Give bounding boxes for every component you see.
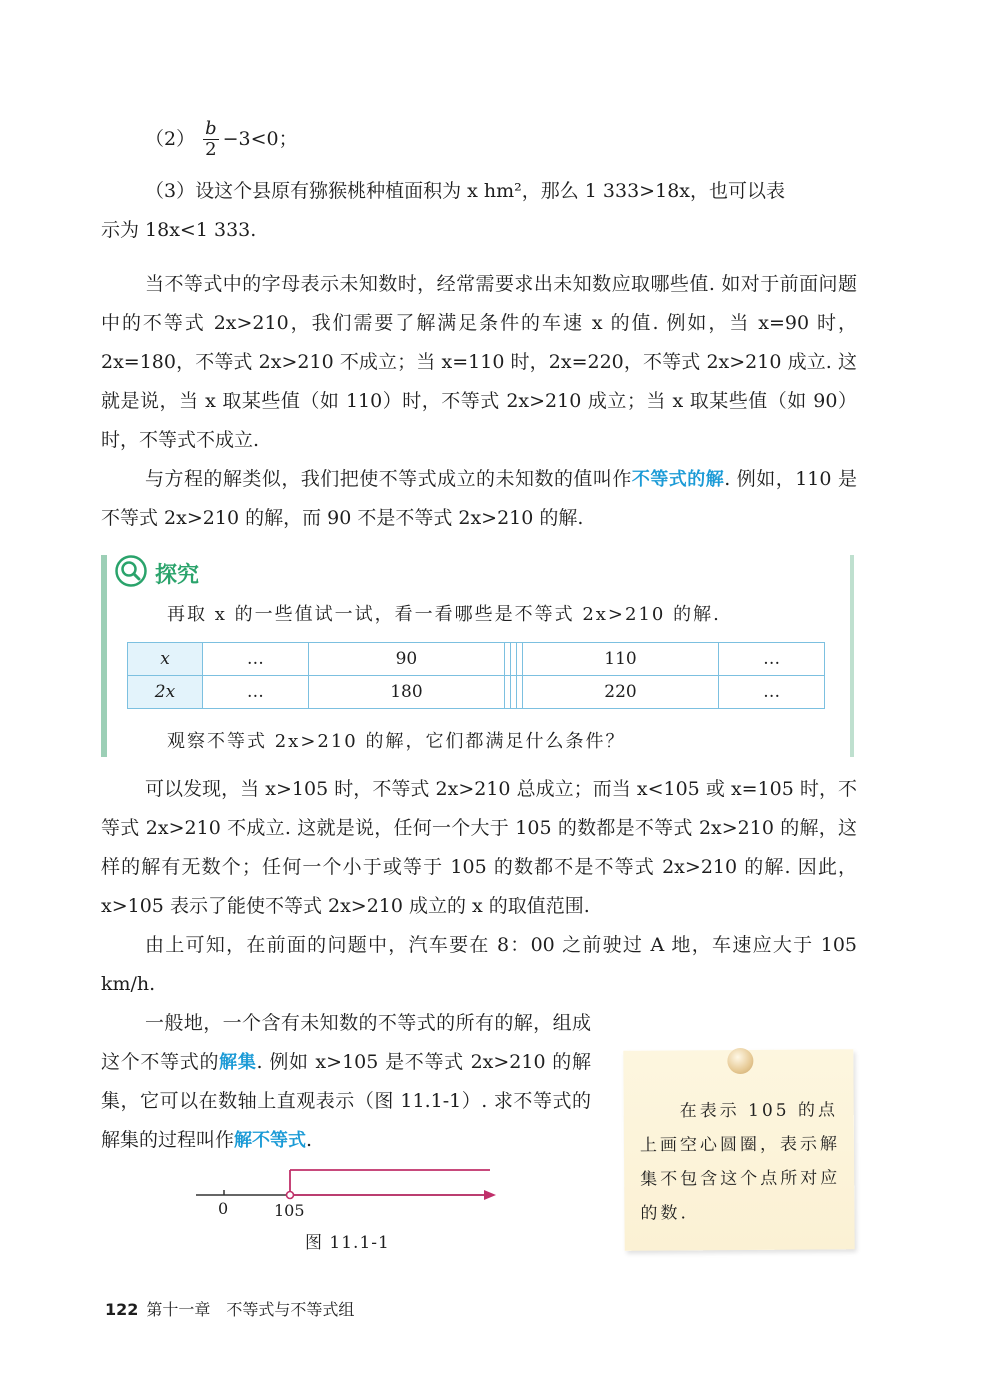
explore-right-bar <box>850 555 854 757</box>
number-line-zero: 0 <box>218 1199 229 1218</box>
fraction <box>203 119 219 160</box>
keyword-solve-inequality: 解不等式 <box>234 1130 307 1151</box>
page-footer <box>105 1297 354 1320</box>
paragraph-solution-set <box>101 1004 591 1160</box>
para5-text-b: . 例如 x>105 是不等式 2x>210 的解集，它可以在数轴上直观表示（图 11.1-1）. 求不等式的解集的过程叫作 <box>101 1051 591 1151</box>
pushpin-icon <box>727 1048 753 1074</box>
item-3-line1: （3）设这个县原有猕猴桃种植面积为 x hm²，那么 1 333>18x，也可以表 <box>145 180 785 202</box>
table-cell: … <box>203 643 309 676</box>
item-2-rest: −3<0； <box>222 128 298 150</box>
explore-observe: 观察不等式 2x>210 的解，它们都满足什么条件？ <box>167 731 626 752</box>
para5-text-a: 一般地，一个含有未知数的不等式的所有的解，组成这个不等式的 <box>101 1012 591 1073</box>
keyword-solution-set: 解集 <box>219 1052 257 1073</box>
side-note-text: 在表示 105 的点上画空心圆圈，表示解集不包含这个点所对应的数. <box>639 1100 841 1224</box>
paragraph-unknown-values: 当不等式中的字母表示未知数时，经常需要求出未知数应取哪些值. 如对于前面问题中的不等式 2x>210，我们需要了解满足条件的车速 x 的值. 例如，当 x=90 时，2x=180，不等式 2x>210 不成立；当 x=110 时，2x=220，不等式 2x>210 成立. 这就是说，当 x 取某些值（如 110）时，不等式 2x>210 成立；当 x 取某些值（如 90）时，不等式不成立. <box>101 273 857 451</box>
explore-header <box>115 555 199 591</box>
table-cell: 220 <box>522 676 718 709</box>
paragraph-solution-definition <box>101 460 857 538</box>
explore-title: 探究 <box>155 562 200 588</box>
figure-caption: 图 11.1-1 <box>305 1233 390 1253</box>
table-cell: … <box>203 676 309 709</box>
explore-question: 再取 x 的一些值试一试，看一看哪些是不等式 2x>210 的解. <box>167 604 721 625</box>
para5-text-c: . <box>306 1129 313 1151</box>
table-cell: 180 <box>308 676 504 709</box>
explore-box <box>101 555 854 759</box>
table-cell: 2x <box>128 676 203 709</box>
explore-left-bar <box>101 555 107 757</box>
number-line-figure <box>190 1162 510 1226</box>
chapter-title: 第十一章 不等式与不等式组 <box>146 1300 355 1319</box>
paragraph-speed-conclusion: 由上可知，在前面的问题中，汽车要在 8：00 之前驶过 A 地，车速应大于 105 km/h. <box>101 934 857 995</box>
table-cell: … <box>719 676 825 709</box>
item-2-label: （2） <box>145 128 196 150</box>
para2-text-b: . 例如，110 是不等式 2x>210 的解，而 90 不是不等式 2x>210 的解. <box>101 468 857 529</box>
para2-text-a: 与方程的解类似，我们把使不等式成立的未知数的值叫作 <box>145 468 632 490</box>
table-cell: 90 <box>308 643 504 676</box>
page-number: 122 <box>105 1300 139 1319</box>
fraction-numerator: b <box>205 117 217 139</box>
table-cell: 110 <box>522 643 718 676</box>
fraction-denominator: 2 <box>205 138 217 160</box>
item-2 <box>145 117 298 161</box>
magnifier-icon <box>115 555 147 591</box>
side-note <box>623 1049 854 1251</box>
item-3-line2: 示为 18x<1 333. <box>101 219 257 241</box>
table-cell: … <box>719 643 825 676</box>
value-table <box>127 642 825 709</box>
table-row <box>128 643 825 676</box>
table-cell: x <box>128 643 203 676</box>
paragraph-discovery: 可以发现，当 x>105 时，不等式 2x>210 总成立；而当 x<105 或 x=105 时，不等式 2x>210 不成立. 这就是说，任何一个大于 105 的数都是不等式 2x>210 的解，这样的解有无数个；任何一个小于或等于 105 的数都不是不等式 2x>210 的解. 因此，x>105 表示了能使不等式 2x>210 成立的 x 的取值范围. <box>101 778 857 917</box>
keyword-inequality-solution: 不等式的解 <box>631 469 725 490</box>
number-line-105: 105 <box>274 1201 305 1220</box>
table-row <box>128 676 825 709</box>
